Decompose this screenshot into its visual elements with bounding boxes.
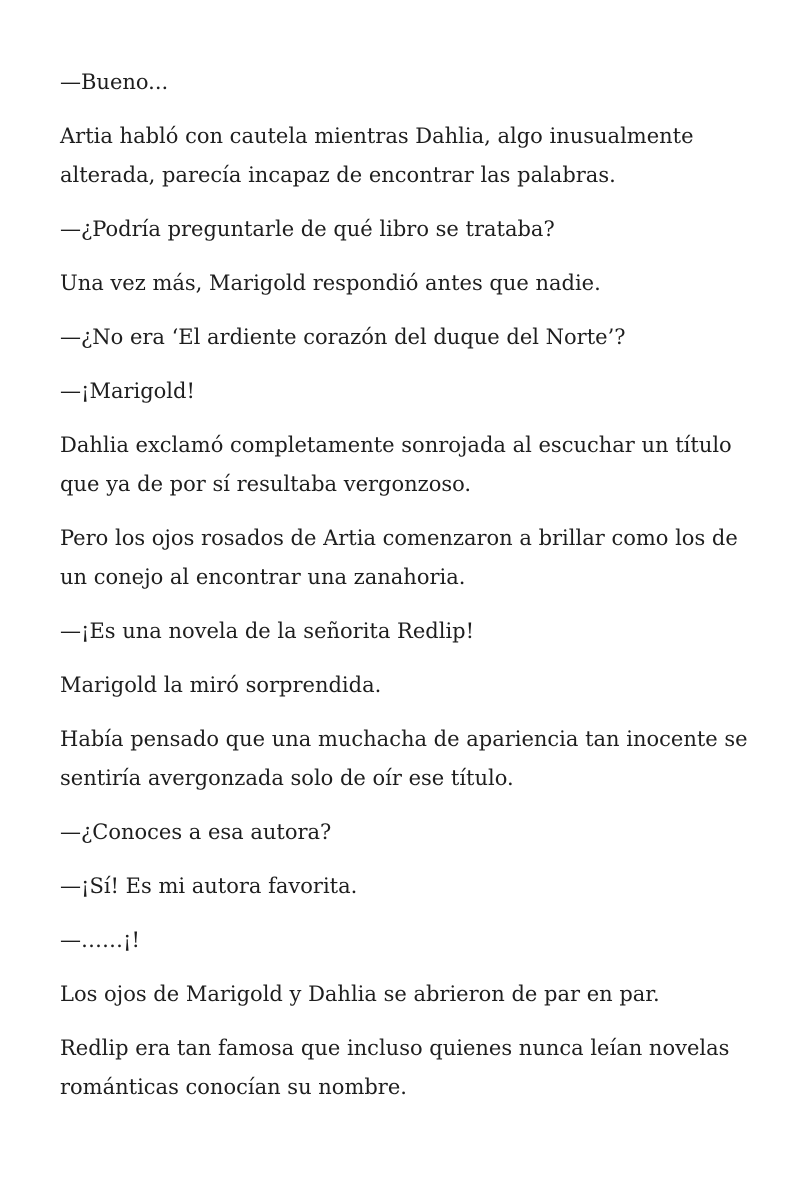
paragraph: Había pensado que una muchacha de apariencia tan inocente se sentiría avergonzada solo de oír ese título. <box>60 727 748 790</box>
paragraph: Dahlia exclamó completamente sonrojada al escuchar un título que ya de por sí resultaba vergonzoso. <box>60 433 732 496</box>
paragraph: —¿Conoces a esa autora? <box>60 820 332 844</box>
paragraph: —¡Es una novela de la señorita Redlip! <box>60 619 475 643</box>
paragraph: —¿Podría preguntarle de qué libro se trataba? <box>60 217 555 241</box>
paragraph: Redlip era tan famosa que incluso quienes nunca leían novelas románticas conocían su nombre. <box>60 1036 730 1099</box>
paragraph: Artia habló con cautela mientras Dahlia, algo inusualmente alterada, parecía incapaz de encontrar las palabras. <box>60 124 694 187</box>
paragraph: —Bueno... <box>60 70 169 94</box>
paragraph: Los ojos de Marigold y Dahlia se abrieron de par en par. <box>60 982 660 1006</box>
paragraph: —¿No era ‘El ardiente corazón del duque del Norte’? <box>60 325 626 349</box>
paragraph: —¡Marigold! <box>60 379 195 403</box>
paragraph: Una vez más, Marigold respondió antes que nadie. <box>60 271 601 295</box>
paragraph: Pero los ojos rosados de Artia comenzaron a brillar como los de un conejo al encontrar una zanahoria. <box>60 526 738 589</box>
paragraph: Marigold la miró sorprendida. <box>60 673 382 697</box>
paragraph: —¡Sí! Es mi autora favorita. <box>60 874 358 898</box>
paragraph: —……¡! <box>60 928 140 952</box>
